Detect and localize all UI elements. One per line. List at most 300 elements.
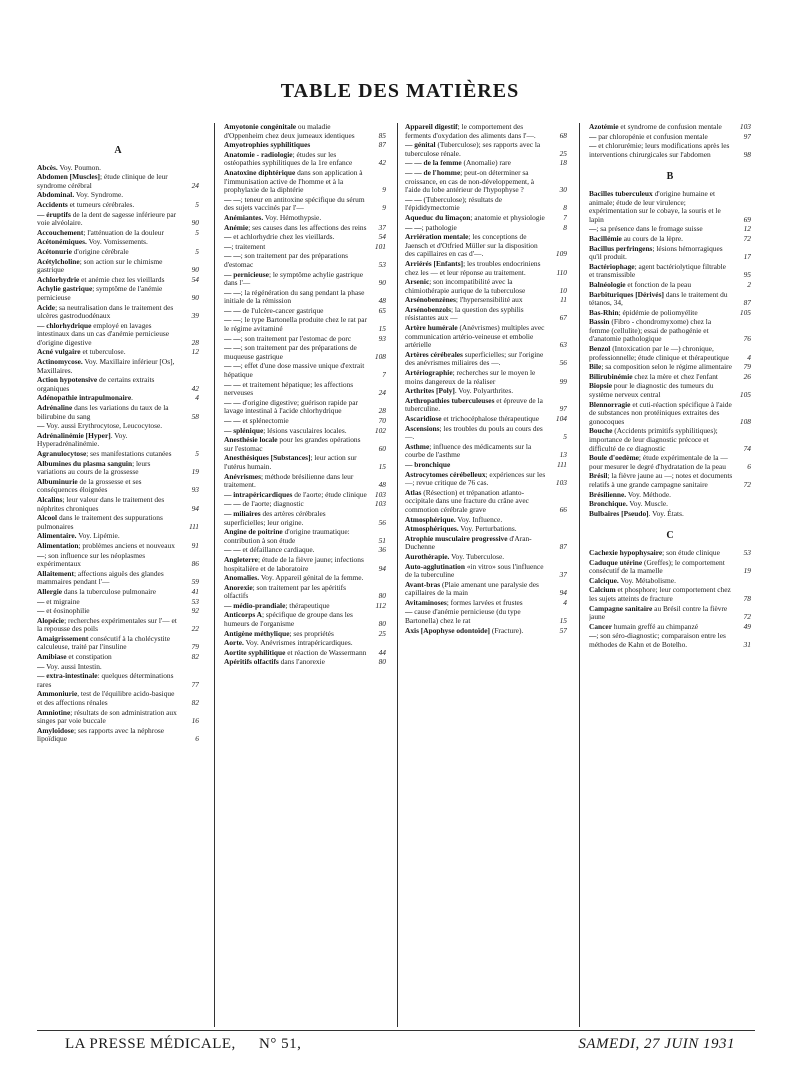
entry-headword: Anesthésie locale (224, 435, 278, 445)
index-entry (589, 318, 751, 344)
entry-description: et tumeurs cérébrales. (67, 199, 135, 209)
entry-headword: Appareil digestif (405, 123, 458, 131)
entry-headword: Brésil (589, 471, 608, 481)
entry-headword: Allaitement (37, 568, 74, 578)
entry-headword: Artère humérale (405, 323, 458, 333)
index-entry (589, 472, 751, 489)
entry-description: Voy. Muscle. (627, 499, 668, 509)
entry-description: de certains extraits organiques (37, 375, 155, 393)
entry-page-number: 97 (559, 404, 567, 414)
entry-headword: Asthme (405, 441, 430, 451)
entry-page-number: 5 (563, 432, 567, 442)
entry-page-number: 25 (559, 148, 567, 158)
entry-page-number: 5 (195, 227, 199, 237)
entry-description: (Plaie amenant une paralysie des capillaires de la main (405, 579, 539, 598)
index-entry (405, 599, 567, 608)
entry-description: , test de l'équilibre acido-basique et des affections rénales (37, 689, 175, 708)
entry-page-number: 28 (191, 337, 199, 347)
entry-description: ; lésions hémorragiques qu'il produit. (589, 243, 723, 262)
index-entry (405, 525, 567, 534)
index-entry (405, 369, 567, 386)
entry-headword: Arsenic (405, 277, 430, 287)
entry-page-number: 94 (559, 588, 567, 598)
entry-headword: Brésilienne. (589, 489, 627, 499)
entry-page-number: 36 (378, 545, 386, 555)
index-entry (405, 397, 567, 414)
entry-description: et trichocéphalose thérapeutique (441, 414, 540, 423)
entry-description: de l'ulcère-cancer gastrique (240, 305, 324, 315)
entry-description: ; épidémie de poliomyélite (618, 307, 698, 317)
entry-description: ; teneur en antitoxine spécifique du sérum des sujets vaccinés par l'— (224, 194, 365, 213)
index-entry (589, 263, 751, 280)
entry-headword: — (405, 607, 413, 617)
entry-description: employé en lavages intestinaux dans un cas d'anémie pernicieuse d'origine digestive (37, 320, 170, 347)
entry-description: ; ses manifestations cutanées (86, 449, 172, 458)
index-entry (224, 271, 386, 288)
index-entry (224, 546, 386, 555)
entry-description: ; influence des médicaments sur la courbe de l'asthme (405, 441, 532, 460)
index-entry (37, 201, 199, 210)
entry-description: et tuberculose. (80, 347, 126, 357)
index-entry (224, 556, 386, 573)
entry-headword: Cachexie hypophysaire (589, 547, 663, 557)
index-entry (37, 304, 199, 321)
entry-page-number: 111 (189, 521, 199, 531)
entry-description: dans l'anorexie (278, 657, 325, 667)
index-entry (37, 394, 199, 403)
section-letter: A (114, 145, 122, 156)
entry-page-number: 65 (378, 305, 386, 315)
index-entry (37, 588, 199, 597)
entry-description: dans la tuberculose pulmonaire (62, 586, 157, 596)
entry-page-number: 77 (191, 679, 199, 689)
column-divider (397, 123, 398, 1027)
index-entry (37, 450, 199, 459)
entry-description: et chlorurémie; leurs modifications après les interventions chirurgicales sur l'abdomen (589, 141, 730, 159)
entry-description: (Intoxication par le —) chronique, professionnelle; étude clinique et thérapeutique (589, 344, 729, 362)
entry-headword: Bile (589, 362, 602, 372)
entry-page-number: 19 (191, 467, 199, 477)
entry-headword: — (589, 224, 597, 234)
entry-description: et constipation (66, 652, 112, 662)
index-entry (589, 401, 751, 427)
entry-headword: Bactériophage (589, 261, 635, 271)
entry-page-number: 101 (374, 241, 386, 251)
entry-description: ; leurs variations au cours de la grossesse (37, 458, 151, 477)
index-entry (405, 324, 567, 350)
entry-headword: Alimentaire. (37, 531, 77, 541)
index-entry (224, 630, 386, 639)
entry-page-number: 54 (191, 274, 199, 284)
index-entry (37, 552, 199, 569)
entry-description: ; anatomie et physiologie (470, 212, 545, 222)
entry-headword: — splénique (224, 425, 264, 435)
index-entry (224, 649, 386, 658)
index-entry (405, 415, 567, 424)
index-entry (589, 291, 751, 308)
entry-description: dans le traitement des suppurations pulmonaires (37, 513, 163, 531)
entry-page-number: 110 (556, 267, 567, 277)
entry-headword: Anévrismes (224, 471, 261, 481)
index-entry (224, 289, 386, 306)
entry-description: humain greffé au chimpanzé (611, 621, 699, 631)
index-entry (589, 225, 751, 234)
entry-page-number: 76 (743, 334, 751, 344)
index-entry (37, 238, 199, 247)
index-entry (589, 454, 751, 471)
entry-description: Voy. Perturbations. (458, 524, 517, 534)
entry-description: de la grossesse et ses conséquences éloignées (37, 476, 142, 495)
entry-description: et syndrome de confusion mentale (618, 123, 722, 131)
entry-description: d'origine cérébrale (71, 246, 129, 256)
index-entry (589, 605, 751, 622)
entry-headword: Amyloïdose (37, 725, 74, 735)
entry-description: de la dent de sagesse inférieure par voie alvéolaire. (37, 209, 177, 228)
entry-description: dans son application à l'immunisation active de l'homme et à la prophylaxie de la diphtérie (224, 167, 363, 195)
entry-headword: Alimentation (37, 540, 79, 550)
entry-description: Voy. Hémothypsie. (263, 212, 322, 222)
index-entry (589, 245, 751, 262)
entry-headword: Amyotrophies syphilitiques (224, 140, 311, 150)
entry-headword: Auto-agglutination (405, 561, 465, 571)
entry-headword: — (224, 241, 232, 251)
entry-page-number: 109 (555, 249, 567, 259)
entry-page-number: 90 (191, 218, 199, 228)
entry-page-number: 79 (191, 642, 199, 652)
entry-description: ; sa neutralisation dans le traitement des ulcères gastroduodénaux (37, 302, 174, 321)
entry-description: ; effet d'une dose massive unique d'extrait hépatique (224, 361, 365, 380)
entry-page-number: 63 (559, 340, 567, 350)
entry-description: ; l'hypersensibilité aux (455, 295, 523, 305)
entry-page-number: 93 (191, 485, 199, 495)
entry-description: et réaction de Wassermann (285, 647, 367, 657)
entry-headword: Acide (37, 302, 56, 312)
entry-description: (Anomalie) rare (461, 158, 511, 168)
index-entry (224, 362, 386, 379)
entry-headword: Acné vulgaire (37, 347, 81, 357)
entry-headword: Bacilles tuberculeux (589, 188, 653, 198)
entry-page-number: 60 (378, 443, 386, 453)
index-entry (405, 260, 567, 277)
entry-page-number: 6 (747, 461, 751, 471)
entry-headword: Bouche (589, 426, 613, 436)
index-entry (37, 432, 199, 449)
entry-headword: Anomalies. (224, 573, 260, 583)
index-entry (589, 190, 751, 224)
index-entry (405, 141, 567, 158)
entry-description: de l'aorte; diagnostic (240, 499, 304, 509)
index-entry (224, 500, 386, 509)
index-entry (224, 436, 386, 453)
index-entry (589, 427, 751, 453)
entry-page-number: 86 (191, 559, 199, 569)
entry-headword: — intrapéricardiques (224, 489, 293, 499)
entry-page-number: 111 (557, 459, 567, 469)
entry-description: chez la mère et chez l'enfant (632, 371, 718, 381)
entry-page-number: 22 (191, 624, 199, 634)
entry-headword: — — (224, 343, 241, 353)
entry-description: d'origine digestive; guérison rapide par lavage intestinal à l'acide chlorhydrique (224, 397, 358, 416)
entry-page-number: 108 (739, 416, 751, 426)
issue-number: N° 51, (259, 1036, 302, 1052)
entry-description: ; la question des syphilis résistantes aux — (405, 304, 524, 323)
index-entry (37, 276, 199, 285)
entry-headword: Artères cérébrales (405, 349, 463, 359)
index-entry (224, 510, 386, 527)
entry-page-number: 66 (559, 504, 567, 514)
entry-headword: Arriération mentale (405, 232, 469, 242)
entry-headword: Atrophie musculaire progressive (405, 533, 508, 543)
index-entry (224, 399, 386, 416)
entry-headword: — — (405, 222, 422, 232)
issue-date: SAMEDI, 27 JUIN 1931 (578, 1036, 735, 1052)
entry-page-number: 105 (739, 307, 751, 317)
entry-headword: Bassin (589, 317, 610, 327)
entry-page-number: 87 (559, 542, 567, 552)
entry-description: ; la régénération du sang pendant la phase initiale de la rémission (224, 287, 365, 306)
entry-description: pour le diagnostic des tumeurs du système nerveux central (589, 381, 714, 400)
index-entry (37, 663, 199, 672)
entry-description: ; sa présence dans le fromage suisse (596, 224, 703, 234)
index-entry (37, 229, 199, 238)
entry-page-number: 91 (191, 540, 199, 550)
index-entry (405, 169, 567, 195)
index-entry (224, 574, 386, 583)
entry-headword: — bronchique (405, 459, 451, 469)
entry-page-number: 70 (378, 416, 386, 425)
index-entry (589, 491, 751, 500)
entry-page-number: 4 (747, 352, 751, 362)
entry-page-number: 82 (191, 698, 199, 708)
entry-description: ; les conceptions de Jaensch et d'Otfried Müller sur la disposition des capillaires en cas d'—. (405, 232, 538, 259)
entry-headword: Bacillus perfringens (589, 243, 653, 253)
entry-headword: Astrocytomes cérébelleux (405, 469, 486, 479)
index-entry (405, 224, 567, 233)
index-entry (405, 608, 567, 625)
index-entry (589, 142, 751, 159)
index-entry (37, 258, 199, 275)
entry-description: Voy. aussi Intestin. (44, 661, 102, 671)
entry-description: et défaillance cardiaque. (240, 545, 315, 555)
entry-page-number: 108 (374, 351, 386, 361)
entry-headword: Acétylcholine (37, 256, 80, 266)
entry-headword: — génital (405, 140, 436, 150)
entry-headword: Azotémie (589, 123, 619, 131)
entry-description: . (131, 393, 133, 403)
entry-headword: Atmosphériques. (405, 524, 459, 534)
index-entry (37, 285, 199, 302)
entry-page-number: 8 (563, 203, 567, 213)
entry-description: ; le symptôme achylie gastrique dans l'— (224, 269, 363, 288)
index-entry (589, 632, 751, 649)
index-entry (37, 727, 199, 744)
entry-headword: Campagne sanitaire (589, 603, 653, 613)
entry-headword: Adrénalinémie [Hyper] (37, 430, 111, 440)
index-entry (37, 478, 199, 495)
entry-page-number: 12 (191, 347, 199, 357)
entry-description: Voy. Tuberculose. (449, 551, 505, 561)
entry-page-number: 80 (378, 657, 386, 667)
entry-description: ; ses rapports avec la néphrose lipoïdique (37, 725, 165, 744)
index-entry (37, 404, 199, 421)
entry-page-number: 9 (382, 203, 386, 213)
entry-description: (Fibro - chondromyxome) chez la femme (cellulite); essai de pathogénie et d'anatomie pathologique (589, 317, 712, 344)
entry-headword: — — (224, 333, 241, 343)
entry-page-number: 11 (560, 295, 567, 305)
entry-page-number: 53 (378, 259, 386, 269)
entry-headword: Alopécie (37, 615, 65, 625)
entry-page-number: 5 (195, 246, 199, 256)
index-entry (37, 635, 199, 652)
entry-headword: — — (224, 251, 241, 261)
entry-description: ; leur action sur l'utérus humain. (224, 453, 357, 471)
entry-page-number: 4 (563, 597, 567, 607)
index-entry (37, 598, 199, 607)
entry-description: ; sa composition selon le régime alimentaire (601, 362, 732, 372)
entry-headword: Aorte. (224, 638, 244, 648)
index-entry (37, 191, 199, 200)
entry-headword: Biopsie (589, 381, 612, 391)
index-entry (37, 248, 199, 257)
entry-page-number: 99 (559, 376, 567, 386)
entry-headword: Anesthésiques [Substances] (224, 453, 311, 463)
entry-page-number: 79 (743, 362, 751, 372)
index-entry (589, 123, 751, 132)
entry-description: et splénectomie (240, 416, 289, 425)
entry-headword: Arsénobenzols (405, 304, 451, 314)
entry-page-number: 17 (743, 252, 751, 262)
entry-description: Voy. Lipémie. (76, 531, 120, 541)
index-entry (224, 252, 386, 269)
index-entry (405, 233, 567, 259)
index-entry (405, 196, 567, 213)
entry-headword: Bilirubinémie (589, 371, 633, 381)
entry-headword: Anorexie (224, 582, 253, 592)
entry-description: ; le comportement des ferments d'oxydation des aliments dans l'—. (405, 123, 536, 140)
index-entry (224, 658, 386, 667)
entry-description: superficielles; sur l'origine des anévrismes miliaires des —. (405, 349, 544, 368)
entry-page-number: 103 (555, 478, 567, 488)
entry-page-number: 4 (195, 393, 199, 403)
index-entry (405, 489, 567, 515)
entry-description: et éosinophilie (44, 606, 90, 616)
index-entry (224, 611, 386, 628)
index-entry (589, 382, 751, 399)
entry-page-number: 7 (382, 370, 386, 380)
index-column-3 (405, 123, 567, 1027)
entry-description: ; résultats de son administration aux singes par voie buccale (37, 707, 177, 726)
entry-page-number: 82 (191, 652, 199, 662)
entry-headword: Accidents (37, 199, 68, 209)
entry-page-number: 102 (374, 425, 386, 435)
entry-description: de l'aorte; étude clinique (292, 489, 367, 499)
column-divider (214, 123, 215, 1027)
index-entry (37, 496, 199, 513)
entry-page-number: 5 (195, 199, 199, 209)
index-entry (224, 427, 386, 436)
entry-page-number: 72 (743, 479, 751, 489)
entry-page-number: 69 (743, 214, 751, 224)
column-divider (579, 123, 580, 1027)
entry-page-number: 95 (743, 270, 751, 280)
entry-headword: Balnéologie (589, 279, 626, 289)
index-entry (589, 235, 751, 244)
entry-description: ; son traitement par des préparations d'estomac (224, 251, 348, 269)
journal-name: LA PRESSE MÉDICALE, (65, 1036, 236, 1052)
entry-description: ; son séro-diagnostic; comparaison entre les méthodes de Kahn et de Botelho. (589, 631, 726, 649)
entry-headword: — (589, 141, 597, 151)
entry-headword: Agranulocytose (37, 449, 87, 458)
entry-description: (Greffes); le comportement consécutif de la mamelle (589, 557, 725, 576)
entry-page-number: 37 (559, 570, 567, 580)
entry-page-number: 90 (191, 292, 199, 302)
entry-page-number: 28 (378, 406, 386, 416)
entry-headword: Arthropathies tuberculeuses (405, 395, 495, 405)
index-entry (37, 532, 199, 541)
entry-page-number: 19 (743, 566, 751, 576)
index-entry (589, 549, 751, 558)
entry-headword: Blennorragie (589, 399, 631, 409)
entry-headword: Allergie (37, 586, 63, 596)
entry-description: au cours de la lèpre. (621, 233, 683, 243)
entry-page-number: 97 (743, 131, 751, 141)
entry-headword: — — de la femme (405, 158, 462, 168)
entry-description: ; son incompatibilité avec la chimiothérapie aurique de la tuberculose (405, 277, 526, 295)
index-entry (589, 363, 751, 372)
entry-headword: Albumines du plasma sanguin (37, 458, 133, 468)
entry-headword: — — (224, 397, 241, 407)
entry-headword: Aurothérapie. (405, 551, 450, 561)
entry-page-number: 104 (555, 414, 567, 423)
entry-description: . Voy. États. (648, 508, 684, 518)
entry-headword: Achylie gastrique (37, 284, 93, 294)
entry-headword: Calcium (589, 585, 616, 595)
entry-headword: Bronchique. (589, 499, 628, 509)
entry-headword: Amniotine (37, 707, 71, 717)
entry-page-number: 51 (378, 535, 386, 545)
entry-description: ; problèmes anciens et nouveaux (78, 540, 175, 550)
entry-headword: — — (224, 305, 241, 315)
entry-headword: Calcique. (589, 575, 619, 585)
entry-page-number: 56 (559, 358, 567, 368)
entry-headword: Alcool (37, 513, 58, 523)
index-entry (405, 123, 567, 140)
entry-description: ; expériences sur les —; revue critique de 76 cas. (405, 469, 546, 488)
index-entry (224, 473, 386, 490)
entry-headword: Achlorhydrie (37, 274, 80, 284)
entry-headword: Caduque utérine (589, 557, 643, 567)
entry-headword: — (37, 606, 45, 616)
entry-description: (Tuberculose); ses rapports avec la tuberculose rénale. (405, 140, 541, 158)
entry-description: ; son traitement par l'estomac de porc (240, 333, 352, 343)
index-entry (405, 296, 567, 305)
entry-description: Voy. Poumon. (57, 162, 101, 172)
entry-headword: Apéritifs olfactifs (224, 657, 279, 667)
entry-description: et migraine (44, 596, 80, 606)
entry-headword: Alcalins (37, 494, 63, 504)
index-entry (224, 169, 386, 195)
index-entry (37, 211, 199, 228)
index-entry (405, 516, 567, 525)
index-entry (37, 709, 199, 726)
entry-headword: — (224, 232, 232, 242)
entry-page-number: 53 (743, 547, 751, 557)
entry-headword: Albuminurie (37, 476, 78, 486)
entry-page-number: 15 (378, 324, 386, 334)
entry-headword: Boule d'oedème (589, 453, 639, 463)
entry-page-number: 24 (191, 180, 199, 190)
entry-description: «in vitro» sous l'influence de la tuberculine (405, 561, 544, 580)
